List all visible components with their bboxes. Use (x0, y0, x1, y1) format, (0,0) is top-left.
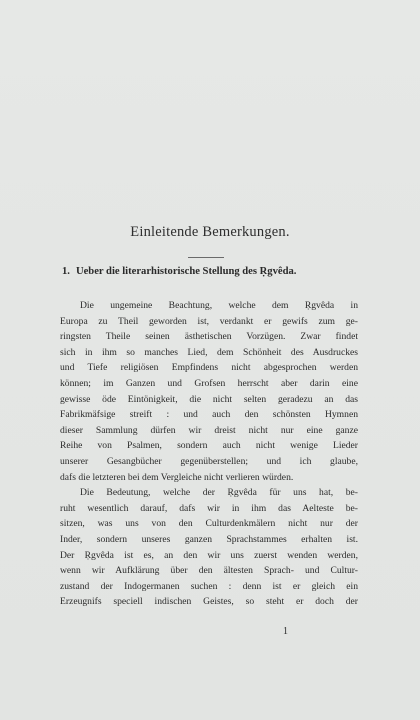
text-line: Die ungemeine Beachtung, welche dem Ṛgvêda in (80, 300, 358, 311)
page-number: 1 (283, 626, 288, 637)
text-line: sitzen, was uns von den Culturdenkmälern nicht nur der (60, 518, 358, 530)
section-heading (62, 266, 382, 277)
text-line: zustand der Indogermanen suchen : denn ist er gleich ein (60, 580, 358, 592)
text-line: Europa zu Theil geworden ist, verdankt er gewifs zum ge- (60, 315, 358, 327)
title-divider (188, 257, 224, 258)
chapter-title: Einleitende Bemerkungen. (130, 224, 290, 240)
text-line: können; im Ganzen und Grofsen herrscht aber darin eine (60, 377, 358, 389)
text-line: Erzeugnifs speciell indischen Geistes, so steht er doch der (60, 596, 358, 608)
text-line: Reihe von Psalmen, sondern auch nicht wenige Lieder (60, 440, 358, 452)
section-number: 1. (62, 266, 70, 277)
text-line: dieser Sammlung dürfen wir dreist nicht nur eine ganze (60, 424, 358, 436)
text-line: ringsten Theile seinen ästhetischen Vorzügen. Zwar findet (60, 331, 358, 343)
body-text (60, 298, 358, 610)
text-line: Der Ṛgvêda ist es, an den wir uns zuerst wenden werden, (60, 549, 358, 561)
text-line: dafs die letzteren bei dem Vergleiche nicht verlieren würden. (60, 471, 294, 483)
text-line: gewisse öde Eintönigkeit, die nicht selten geradezu an das (60, 393, 358, 405)
text-line: und Tiefe religiösen Empfindens nicht abgesprochen werden (60, 362, 358, 374)
section-heading-text: Ueber die literarhistorische Stellung des Ṛgvêda. (75, 266, 297, 277)
text-line: sich in ihm so manches Lied, dem Schönheit des Ausdruckes (60, 346, 358, 358)
text-line: Fabrikmäfsige streift : und auch den schönsten Hymnen (60, 409, 358, 421)
text-line: ruht wesentlich darauf, dafs wir in ihm das Aelteste be- (60, 502, 358, 514)
text-line: wenn wir Aufklärung über den ältesten Sprach- und Cultur- (60, 565, 358, 577)
text-line: Inder, sondern unseres ganzen Sprachstammes erhalten ist. (60, 533, 358, 545)
text-line: unserer Gesangbücher gegenüberstellen; und ich glaube, (60, 455, 358, 467)
text-line: Die Bedeutung, welche der Ṛgvêda für uns hat, be- (80, 487, 358, 499)
